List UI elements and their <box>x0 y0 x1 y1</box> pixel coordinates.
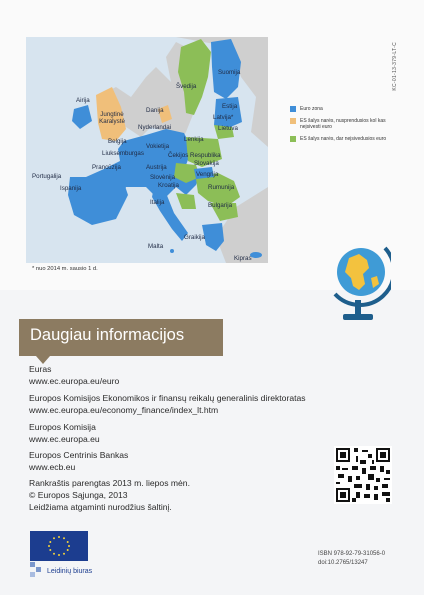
eu-map <box>26 37 268 263</box>
label-suomija: Suomija <box>218 69 241 76</box>
more-info-banner <box>19 319 223 356</box>
dg-label: Europos Komisijos Ekonomikos ir finansų reikalų generalinis direktoratas <box>29 393 306 403</box>
label-slovakija: Slovakija <box>194 160 219 167</box>
label-vengrija: Vengrija <box>196 171 219 178</box>
euras-link[interactable]: www.ec.europa.eu/euro <box>29 376 120 386</box>
legend-item-euro-zone <box>290 106 400 112</box>
reproduction-note: Leidžiama atgaminti nurodžius šaltinį. <box>29 502 172 512</box>
isbn-number: ISBN 978-92-79-31056-0 <box>318 551 386 557</box>
label-svedija: Švedija <box>176 83 197 90</box>
qr-code[interactable] <box>334 446 392 504</box>
ek-label: Europos Komisija <box>29 422 96 432</box>
isbn-block <box>318 550 385 568</box>
label-portugalija: Portugalija <box>32 173 62 180</box>
label-danija: Danija <box>146 107 164 114</box>
ecb-link[interactable]: www.ecb.eu <box>29 462 76 472</box>
catalog-number: KC-01-13-379-LT-C <box>392 42 398 91</box>
map-footnote: * nuo 2014 m. sausio 1 d. <box>32 266 98 272</box>
label-vokietija: Vokietija <box>146 143 170 150</box>
label-liuksemburgas: Liuksemburgas <box>102 150 144 157</box>
doi-number: doi:10.2765/13247 <box>318 560 368 566</box>
label-latvija: Latvija* <box>213 114 234 121</box>
label-estija: Estija <box>222 103 238 110</box>
globe-icon <box>325 236 391 332</box>
label-graikija: Graikija <box>184 234 205 241</box>
banner-tail <box>36 356 50 364</box>
label-lenkija: Lenkija <box>184 136 204 143</box>
logo-square <box>30 572 35 577</box>
label-malta: Malta <box>148 243 164 250</box>
map-legend <box>290 106 400 148</box>
label-lietuva: Lietuva <box>218 125 238 132</box>
banner-title: Daugiau informacijos <box>30 326 185 344</box>
copyright-note: © Europos Sąjunga, 2013 <box>29 490 128 500</box>
ek-link[interactable]: www.ec.europa.eu <box>29 434 100 444</box>
legend-label: Euro zona <box>300 106 323 112</box>
label-prancuzija: Prancūzija <box>92 164 121 171</box>
legend-swatch-orange <box>290 118 296 124</box>
ecb-label: Europos Centrinis Bankas <box>29 450 129 460</box>
legend-item-opt-out <box>290 118 400 130</box>
legend-label: ES šalys narės, dar neįsivedusios euro <box>300 136 387 142</box>
label-slovenija: Slovėnija <box>150 174 176 181</box>
label-cekijos-respublika: Čekijos Respublika <box>168 152 221 159</box>
label-airija: Airija <box>76 97 90 104</box>
label-nyderlandai: Nyderlandai <box>138 124 172 131</box>
label-belgija: Belgija <box>108 138 127 145</box>
label-kroatija: Kroatija <box>158 182 179 189</box>
label-bulgarija: Bulgarija <box>208 202 233 209</box>
label-italija: Italija <box>150 199 165 206</box>
euras-label: Euras <box>29 364 52 374</box>
label-rumunija: Rumunija <box>208 184 235 191</box>
prepared-note: Rankraštis parengtas 2013 m. liepos mėn. <box>29 478 190 488</box>
dg-link[interactable]: www.ec.europa.eu/economy_finance/index_lt.htm <box>29 405 219 415</box>
eu-flag-icon <box>30 531 88 561</box>
legend-item-not-yet <box>290 136 400 142</box>
publisher-name: Leidinių biuras <box>47 568 93 575</box>
label-jungtine-karalyste: Jungtinė Karalystė <box>99 111 125 125</box>
logo-square <box>30 562 35 567</box>
legend-label: ES šalys narės, nusprendusios kol kas neįsivesti euro <box>300 118 386 130</box>
label-austrija: Austrija <box>146 164 167 171</box>
publications-office-logo <box>30 531 104 579</box>
legend-swatch-green <box>290 136 296 142</box>
legend-swatch-blue <box>290 106 296 112</box>
label-ispanija: Ispanija <box>60 185 82 192</box>
logo-square <box>36 567 41 572</box>
label-kipras: Kipras <box>234 255 252 262</box>
